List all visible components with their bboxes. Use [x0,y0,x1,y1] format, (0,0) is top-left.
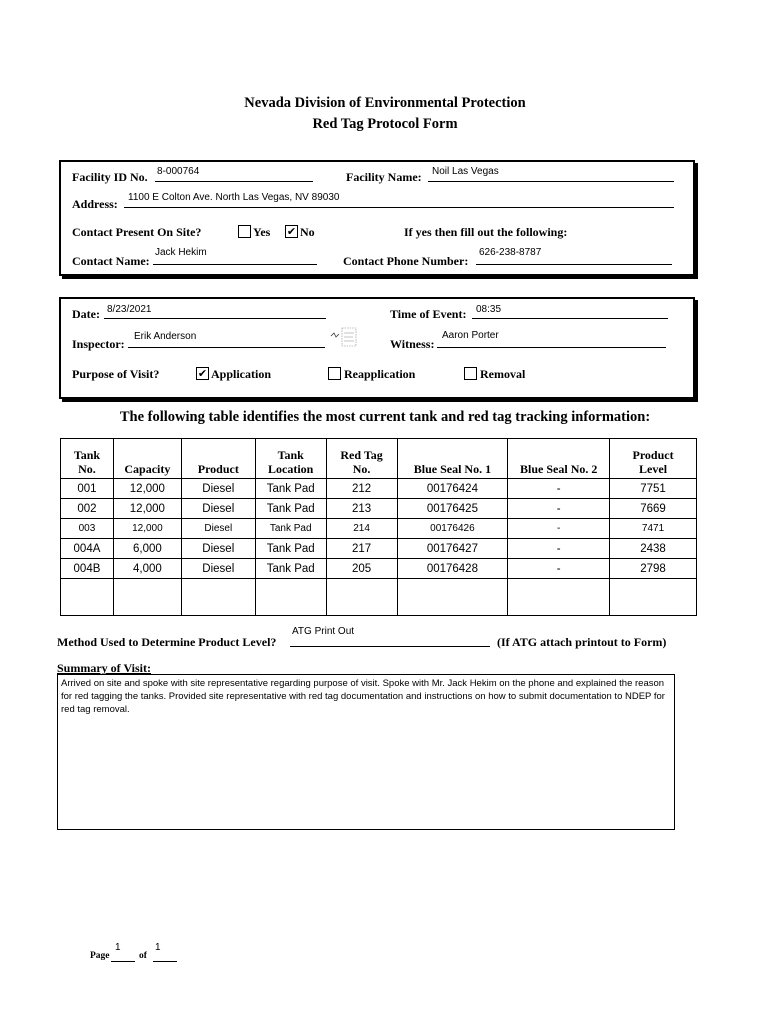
page-total: 1 [155,942,161,953]
cell-blue-seal-2[interactable]: - [508,559,610,579]
form-title-line1: Nevada Division of Environmental Protection [244,95,526,111]
facility-name-field[interactable]: Noil Las Vegas [432,166,499,177]
signature-icon [330,327,358,347]
table-heading: The following table identifies the most current tank and red tag tracking information: [119,409,651,425]
cell-tank-no[interactable]: 001 [61,479,114,499]
cell-empty[interactable] [610,579,697,616]
cell-blue-seal-2[interactable]: - [508,479,610,499]
table-row [61,539,697,559]
witness-label: Witness: [390,337,435,351]
form-title-line2: Red Tag Protocol Form [312,116,458,132]
facility-name-line [428,181,674,182]
date-field[interactable]: 8/23/2021 [107,304,152,315]
contact-no-label: No [300,225,315,239]
cell-product-level[interactable]: 2438 [610,539,697,559]
reapplication-checkbox[interactable] [328,367,341,380]
col-header-tank-no [61,439,114,479]
of-label: of [139,951,147,961]
address-line [124,207,674,208]
col-header-line1: Tank [277,448,304,462]
cell-tank-no[interactable]: 003 [61,519,114,539]
cell-blue-seal-2[interactable]: - [508,539,610,559]
col-header-line2: No. [78,462,96,476]
tank-table [60,438,697,616]
cell-empty[interactable] [61,579,114,616]
cell-red-tag[interactable]: 214 [326,519,397,539]
method-note: (If ATG attach printout to Form) [497,635,667,649]
cell-product[interactable]: Diesel [181,539,255,559]
time-label: Time of Event: [390,307,467,321]
removal-checkbox[interactable] [464,367,477,380]
cell-blue-seal-2[interactable]: - [508,499,610,519]
page-label: Page [90,951,110,961]
col-header-line2: Capacity [124,462,171,476]
contact-name-line [153,264,317,265]
col-header-line2: Location [268,462,314,476]
cell-blue-seal-1[interactable]: 00176425 [397,499,508,519]
col-header-capacity [113,439,181,479]
table-row [61,519,697,539]
cell-product-level[interactable]: 2798 [610,559,697,579]
cell-product-level[interactable]: 7669 [610,499,697,519]
cell-location[interactable]: Tank Pad [255,559,326,579]
contact-name-label: Contact Name: [72,254,150,268]
cell-empty[interactable] [181,579,255,616]
cell-empty[interactable] [113,579,181,616]
cell-blue-seal-1[interactable]: 00176426 [397,519,508,539]
inspector-line [128,347,325,348]
page-total-line [153,961,177,962]
cell-capacity[interactable]: 12,000 [113,519,181,539]
table-header-row [61,439,697,479]
cell-location[interactable]: Tank Pad [255,499,326,519]
cell-tank-no[interactable]: 002 [61,499,114,519]
cell-red-tag[interactable]: 213 [326,499,397,519]
table-row [61,479,697,499]
col-header-line2: Level [639,462,668,476]
col-header-tank-location [255,439,326,479]
col-header-blue-seal-1 [397,439,508,479]
contact-phone-field[interactable]: 626-238-8787 [479,247,542,258]
contact-no-checkbox[interactable]: ✔ [286,225,297,238]
col-header-line2: No. [352,462,371,476]
cell-empty[interactable] [397,579,508,616]
contact-phone-label: Contact Phone Number: [343,254,469,268]
cell-empty[interactable] [255,579,326,616]
visit-section [59,297,695,399]
summary-textarea[interactable]: Arrived on site and spoke with site representative regarding purpose of visit. Spoke with Mr. Jack Hekim on the phone and explained the reason for red tagging the tanks. Provided site representative with red tag documentation and instructions on how to submit documentation to NDEP for red tag removal. [57,674,675,830]
cell-blue-seal-1[interactable]: 00176427 [397,539,508,559]
date-line [104,318,326,319]
inspector-field[interactable]: Erik Anderson [134,331,197,342]
application-label: Application [211,367,272,381]
col-header-product-level [610,439,697,479]
col-header-blue-seal-2 [508,439,610,479]
cell-product-level[interactable]: 7751 [610,479,697,499]
time-field[interactable]: 08:35 [476,304,502,315]
date-label: Date: [72,307,100,321]
cell-product-level[interactable]: 7471 [610,519,697,539]
cell-product[interactable]: Diesel [181,559,255,579]
facility-id-line [155,181,313,182]
cell-location[interactable]: Tank Pad [255,539,326,559]
cell-empty[interactable] [326,579,397,616]
cell-blue-seal-1[interactable]: 00176428 [397,559,508,579]
col-header-product [181,439,255,479]
application-checkbox[interactable]: ✔ [197,367,208,380]
table-row [61,559,697,579]
cell-location[interactable]: Tank Pad [255,479,326,499]
col-header-line2: Product [197,462,239,476]
page-number-line [111,961,135,962]
witness-line [437,347,666,348]
time-line [472,318,668,319]
col-header-line1: Tank [73,448,101,462]
address-field[interactable]: 1100 E Colton Ave. North Las Vegas, NV 89030 [128,192,340,203]
if-yes-instruction: If yes then fill out the following: [404,225,568,239]
cell-red-tag[interactable]: 212 [326,479,397,499]
cell-capacity[interactable]: 12,000 [113,479,181,499]
page-number: 1 [115,942,121,953]
cell-tank-no[interactable]: 004A [61,539,114,559]
cell-product[interactable]: Diesel [181,499,255,519]
facility-name-label: Facility Name: [346,170,422,184]
contact-yes-label: Yes [253,225,271,239]
inspector-label: Inspector: [72,337,125,351]
cell-red-tag[interactable]: 217 [326,539,397,559]
facility-id-label: Facility ID No. [72,170,148,184]
summary-label: Summary of Visit: [57,661,151,675]
method-line [290,646,490,647]
cell-blue-seal-1[interactable]: 00176424 [397,479,508,499]
cell-tank-no[interactable]: 004B [61,559,114,579]
cell-product[interactable]: Diesel [181,519,255,539]
contact-phone-line [476,264,672,265]
method-label: Method Used to Determine Product Level? [57,635,277,649]
cell-product[interactable]: Diesel [181,479,255,499]
table-row-empty [61,579,697,616]
contact-name-field[interactable]: Jack Hekim [155,247,207,258]
method-field[interactable]: ATG Print Out [292,626,355,637]
table-row [61,499,697,519]
cell-red-tag[interactable]: 205 [326,559,397,579]
col-header-line2: Blue Seal No. 1 [413,462,492,476]
contact-yes-checkbox[interactable] [238,225,251,238]
removal-label: Removal [480,367,526,381]
reapplication-label: Reapplication [344,367,416,381]
purpose-label: Purpose of Visit? [72,367,160,381]
col-header-line1: Red Tag [340,448,383,462]
col-header-line2: Blue Seal No. 2 [520,462,598,476]
contact-present-label: Contact Present On Site? [72,225,202,239]
cell-capacity[interactable]: 12,000 [113,499,181,519]
address-label: Address: [72,197,118,211]
cell-empty[interactable] [508,579,610,616]
witness-field[interactable]: Aaron Porter [442,330,499,341]
cell-capacity[interactable]: 4,000 [113,559,181,579]
col-header-red-tag-no [326,439,397,479]
cell-location[interactable]: Tank Pad [255,519,326,539]
cell-capacity[interactable]: 6,000 [113,539,181,559]
facility-id-field[interactable]: 8-000764 [157,166,200,177]
cell-blue-seal-2[interactable]: - [508,519,610,539]
col-header-line1: Product [632,448,674,462]
